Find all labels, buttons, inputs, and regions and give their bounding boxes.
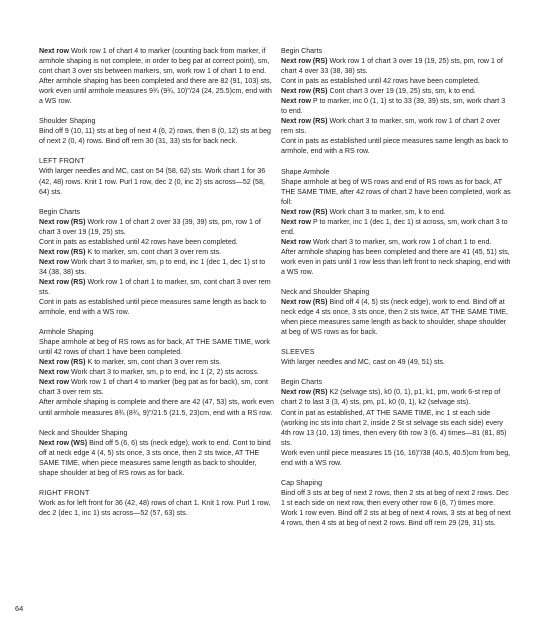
row-label: Next row (WS) bbox=[39, 438, 88, 447]
section-shoulder-shaping bbox=[39, 116, 275, 146]
instruction-paragraph bbox=[281, 116, 511, 136]
instruction-paragraph bbox=[39, 337, 275, 357]
row-label: Next row bbox=[39, 47, 69, 55]
section-heading: LEFT FRONT bbox=[39, 157, 85, 166]
row-label: Next row (RS) bbox=[39, 217, 86, 226]
row-label: Next row (RS) bbox=[39, 247, 86, 256]
instruction-paragraph bbox=[281, 237, 511, 247]
section-begin-charts bbox=[281, 46, 511, 157]
row-label: Next row (RS) bbox=[281, 87, 328, 96]
row-label: Next row bbox=[39, 368, 69, 377]
instruction-paragraph bbox=[281, 136, 511, 156]
instruction-text: Work row 1 of chart 2 over 33 (39, 39) sts, pm, row 1 of chart 3 over 19 (19, 25) sts. bbox=[39, 217, 261, 236]
instruction-paragraph bbox=[39, 217, 275, 237]
instruction-paragraph bbox=[39, 357, 275, 367]
instruction-text: Work chart 3 to marker, sm, work row 1 of chart 1 to end. bbox=[310, 237, 492, 246]
section-heading: Neck and Shoulder Shaping bbox=[39, 428, 128, 437]
instruction-text: P to marker, inc 1 (dec 1, dec 1) st across, sm, work chart 3 to end. bbox=[281, 217, 508, 236]
instruction-paragraph bbox=[281, 56, 511, 76]
instruction-text: Bind off 4 (4, 5) sts (neck edge), work to end. Bind off at neck edge 4 sts once, 3 sts once, then 2 sts twice, AT THE SAME TIME, when piece measures same length as back to shoulder, shape shoulder at beg of WS rows as for back. bbox=[281, 298, 508, 337]
instruction-paragraph bbox=[281, 96, 511, 116]
section-heading: Neck and Shoulder Shaping bbox=[281, 288, 370, 297]
instruction-paragraph bbox=[39, 367, 275, 377]
section-heading: Shape Armhole bbox=[281, 167, 330, 176]
instruction-paragraph bbox=[39, 397, 275, 417]
instruction-paragraph bbox=[281, 177, 511, 207]
section-armhole-shaping bbox=[39, 327, 275, 417]
instruction-text: After armhole shaping has been completed and there are 82 (91, 103) sts, work even until armhole measures 9¾ (9¾, 10)"/24 (24, 25.5)cm, end with a WS row. bbox=[39, 77, 272, 106]
instruction-text: After armhole shaping is complete and there are 42 (47, 53) sts, work even until armhole measures 8¾ (8¾, 9)"/21.5 (21.5, 23)cm, end with a RS row. bbox=[39, 398, 275, 417]
instruction-paragraph bbox=[281, 247, 511, 277]
instruction-text: K to marker, sm, cont chart 3 over rem sts. bbox=[85, 247, 222, 256]
section-cap-shaping bbox=[281, 478, 511, 528]
instruction-text: Shape armhole at beg of RS rows as for back, AT THE SAME TIME, work until 42 rows of chart 1 have been completed. bbox=[39, 338, 270, 357]
instruction-text: Cont chart 3 over 19 (19, 25) sts, sm, k to end. bbox=[327, 87, 476, 96]
instruction-paragraph bbox=[39, 76, 275, 106]
row-label: Next row bbox=[281, 217, 311, 226]
section-left-front bbox=[39, 156, 275, 196]
row-label: Next row (RS) bbox=[281, 207, 328, 216]
section-heading: Armhole Shaping bbox=[39, 328, 94, 337]
instruction-text: K to marker, sm, cont chart 3 over rem sts. bbox=[85, 358, 222, 367]
section-right-front bbox=[39, 488, 275, 518]
instruction-paragraph bbox=[281, 488, 511, 528]
instruction-paragraph bbox=[39, 257, 275, 277]
section-begin-charts bbox=[281, 377, 511, 467]
section-heading: SLEEVES bbox=[281, 348, 315, 357]
section-continued bbox=[39, 46, 275, 106]
row-label: Next row bbox=[39, 257, 69, 266]
instruction-text: Shape armhole at beg of WS rows and end of RS rows as for back, AT THE SAME TIME, after 42 rows of chart 2 have been completed, work as foll: bbox=[281, 177, 511, 206]
instruction-paragraph bbox=[281, 357, 511, 367]
instruction-paragraph bbox=[39, 237, 275, 247]
section-shape-armhole bbox=[281, 167, 511, 278]
instruction-paragraph bbox=[39, 438, 275, 478]
instruction-text: Work chart 3 to marker, sm, p to end, inc 1 (dec 1, dec 1) st to 34 (38, 38) sts. bbox=[39, 257, 266, 276]
instruction-text: Work even until piece measures 15 (16, 16)"/38 (40.5, 40.5)cm from beg, end with a WS row. bbox=[281, 448, 511, 467]
instruction-paragraph bbox=[281, 297, 511, 337]
instruction-text: Work row 1 of chart 1 to marker, sm, cont chart 3 over rem sts. bbox=[39, 277, 271, 296]
instruction-paragraph bbox=[281, 207, 511, 217]
instruction-text: Bind off 3 sts at beg of next 2 rows, then 2 sts at beg of next 2 rows. Dec 1 st each side on next row, then every other row 6 (6, 7) times more. Work 1 row even. Bind off 2 sts at beg of next 4 rows, 3 sts at beg of next 4 rows, then 4 sts at beg of next 2 rows. Bind off rem 29 (29, 31) sts. bbox=[281, 488, 511, 527]
section-heading: RIGHT FRONT bbox=[39, 488, 90, 497]
row-label: Next row (RS) bbox=[281, 388, 328, 397]
instruction-paragraph bbox=[39, 377, 275, 397]
section-sleeves bbox=[281, 347, 511, 367]
row-label: Next row (RS) bbox=[39, 277, 86, 286]
instruction-text: Cont in pats as established until piece measures same length as back to armhole, end with a RS row. bbox=[281, 137, 509, 156]
section-heading: Cap Shaping bbox=[281, 478, 323, 487]
instruction-paragraph bbox=[39, 166, 275, 196]
instruction-text: K2 (selvage sts), k0 (0, 1), p1, k1, pm, work 6-st rep of chart 2 to last 3 (3, 4) sts, pm, p1, k0 (0, 1), k2 (selvage sts). bbox=[281, 388, 501, 407]
instruction-paragraph bbox=[281, 86, 511, 96]
section-heading: Begin Charts bbox=[281, 378, 323, 387]
instruction-paragraph bbox=[39, 247, 275, 257]
row-label: Next row (RS) bbox=[281, 298, 328, 307]
row-label: Next row (RS) bbox=[281, 117, 328, 126]
instruction-text: After armhole shaping has been completed and there are 41 (45, 51) sts, work even in pats until 1 row less than left front to neck shaping, end with a WS row. bbox=[281, 247, 511, 276]
instruction-text: Work chart 3 to marker, sm, k to end. bbox=[327, 207, 446, 216]
instruction-paragraph bbox=[281, 217, 511, 237]
section-begin-charts bbox=[39, 207, 275, 318]
instruction-paragraph bbox=[281, 408, 511, 448]
instruction-paragraph bbox=[281, 387, 511, 407]
instruction-text: Work chart 3 to marker, sm, p to end, inc 1 (2, 2) sts across. bbox=[68, 368, 259, 377]
row-label: Next row bbox=[39, 378, 69, 387]
instruction-paragraph bbox=[39, 46, 275, 76]
instruction-text: Work as for left front for 36 (42, 48) rows of chart 1. Knit 1 row. Purl 1 row, dec 2 (dec 1, inc 1) sts across—52 (57, 63) sts. bbox=[39, 498, 271, 517]
row-label: Next row bbox=[281, 237, 311, 246]
instruction-text: P to marker, inc 0 (1, 1) st to 33 (39, 39) sts, sm, work chart 3 to end. bbox=[281, 97, 506, 116]
left-column bbox=[39, 46, 275, 518]
instruction-paragraph bbox=[281, 76, 511, 86]
row-label: Next row bbox=[281, 97, 311, 106]
instruction-text: With larger needles and MC, cast on 49 (49, 51) sts. bbox=[281, 358, 446, 367]
instruction-text: Work row 1 of chart 3 over 19 (19, 25) sts, pm, row 1 of chart 4 over 33 (38, 38) sts. bbox=[281, 57, 503, 76]
instruction-paragraph bbox=[39, 126, 275, 146]
instruction-text: Cont in pats as established until piece measures same length as back to armhole, end with a WS row. bbox=[39, 298, 267, 317]
section-neck-and-shoulder-shaping bbox=[281, 287, 511, 337]
section-heading: Begin Charts bbox=[281, 47, 323, 55]
instruction-text: Work row 1 of chart 4 to marker (counting back from marker, if armhole shaping is not complete, in order to beg pat at correct point), sm, cont chart 3 over sts between markers, sm, work row 1 of chart 1 to end. bbox=[39, 47, 270, 76]
instruction-text: Work row 1 of chart 4 to marker (beg pat as for back), sm, cont chart 3 over rem sts. bbox=[39, 378, 268, 397]
instruction-paragraph bbox=[39, 277, 275, 297]
instruction-text: Bind off 5 (6, 6) sts (neck edge), work to end. Cont to bind off at neck edge 4 (4, 5) sts once, 3 sts once, then 2 sts twice, AT THE SAME TIME, when piece measures same length as back to shoulder, shape shoulder at beg of RS rows as for back. bbox=[39, 438, 271, 477]
instruction-text: Cont in pats as established until 42 rows have been completed. bbox=[281, 77, 480, 86]
right-column bbox=[281, 46, 511, 528]
row-label: Next row (RS) bbox=[281, 57, 328, 66]
instruction-paragraph bbox=[39, 297, 275, 317]
instruction-text: Bind off 9 (10, 11) sts at beg of next 4 (6, 2) rows, then 8 (0, 12) sts at beg of next 2 (0, 4) rows. Bind off rem 30 (31, 33) sts for back neck. bbox=[39, 127, 271, 146]
section-heading: Begin Charts bbox=[39, 207, 81, 216]
instruction-paragraph bbox=[39, 498, 275, 518]
instruction-text: Cont in pats as established until 42 rows have been completed. bbox=[39, 237, 238, 246]
section-neck-and-shoulder-shaping bbox=[39, 428, 275, 478]
instruction-text: Work chart 3 to marker, sm, work row 1 of chart 2 over rem sts. bbox=[281, 117, 501, 136]
instruction-paragraph bbox=[281, 448, 511, 468]
page-number: 64 bbox=[15, 604, 24, 613]
instruction-text: With larger needles and MC, cast on 54 (58, 62) sts. Work chart 1 for 36 (42, 48) rows. Knit 1 row. Purl 1 row, dec 2 (0, inc 2) sts across—52 (58, 64) sts. bbox=[39, 167, 266, 196]
row-label: Next row (RS) bbox=[39, 358, 86, 367]
section-heading: Shoulder Shaping bbox=[39, 117, 96, 126]
instruction-text: Cont in pat as established, AT THE SAME TIME, inc 1 st each side (working inc sts into chart 2, inside 2 St st selvage sts each side) every 4th row 13 (10, 13) times, then every 6th row 3 (6, 4) times—81 (81, 85) sts. bbox=[281, 408, 507, 447]
